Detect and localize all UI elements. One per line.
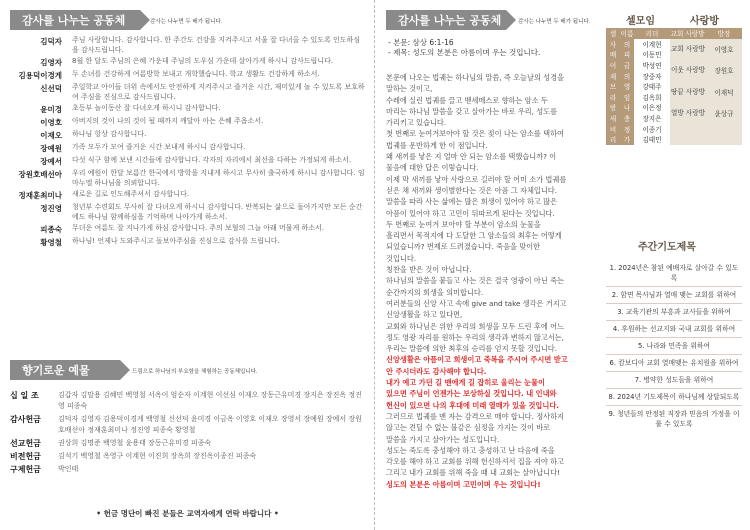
sermon-line: 첫 번째로 눈여겨보아야 할 것은 젖이 나는 암소를 택하여 [386, 129, 564, 139]
thanks-name: 김영자 [40, 58, 62, 67]
offering-label: 감사헌금 [10, 415, 41, 424]
cell-table-cell: 영 [620, 81, 634, 92]
thanks-name: 이영호 [40, 118, 62, 127]
offering-row [10, 438, 365, 449]
cell-table-cell: 비 [606, 123, 620, 134]
thanks-row [10, 36, 365, 55]
thanks-row [10, 143, 365, 154]
sermon-line: 법궤를 운반하게 한 이 점입니다. [386, 140, 488, 150]
sermon-line: 마리는 하나님 말씀을 갖고 살아가는 바로 우리, 성도를 [386, 106, 558, 116]
column-divider [374, 0, 375, 530]
sermon-line: 신앙생활을 하고 있다면, [386, 310, 463, 320]
thanks-banner [10, 10, 140, 30]
thanks-text: 하나님! 언제나 도와주시고 돌보아주심을 진심으로 감사를 드립니다. [72, 237, 280, 245]
thanks-row [10, 156, 365, 167]
sermon-line: 안 주시더라도 감사해야 합니다. [386, 366, 487, 376]
sermon-line: 두 번째로 눈여겨 보아야 할 부분이 암소의 눈물을 [386, 219, 541, 229]
thanks-row [10, 104, 365, 115]
sermon-line: 것입니다. [386, 253, 417, 263]
prayer-item: 8. 2024년 기도제목이 하나님께 상달되도록 [606, 389, 742, 406]
sarangbang-group: 땅끝 사랑방 [670, 81, 706, 102]
cell-table-cell: 나 [620, 102, 634, 113]
offering-label: 구제헌금 [10, 465, 41, 474]
sermon-line: 아픔이 있어야 하고 고민이 뒤따르게 된다는 것입니다. [386, 208, 555, 218]
sermon-line: 물음에 대한 답은 이렇습니다. [386, 163, 479, 173]
thanks-text: 8월 한 달도 주님의 은혜 가운데 주님의 도우심 가운데 살아가게 하시니 감사드립니다. [72, 57, 334, 65]
sermon-line: 왜 새끼를 낳은 지 얼마 안 되는 암소를 택했습니까? 이 [386, 152, 557, 162]
sermon-subject: - 제목: 성도의 본분은 아름이며 우는 것입니다. [388, 48, 541, 57]
sermon-line: 내가 예고 가던 길 맨에게 길 잡히로 울리는 눈물이 [386, 378, 545, 388]
offering-names: 김갑자 김말용 김혜민 백영철 서옥이 엄순자 이계현 이선심 이재오 장동근유미경 장지은 장진옥 정진영 피종숙 [58, 391, 362, 410]
cell-table-cell: 이 [606, 60, 620, 71]
thanks-name: 정진영 [40, 204, 62, 213]
cell-table-cell: 임 [620, 92, 634, 103]
sermon-passage: - 본문: 삼상 6:1-16 [388, 38, 454, 47]
thanks-text: 주님 사랑합니다. 감사합니다. 한 주간도 건강을 지켜주시고 서울 잘 다녀올 수 있도록 인도하심을 감사드립니다. [72, 36, 361, 54]
sermon-banner [386, 10, 506, 30]
sarangbang-leader: 이재덕 [706, 81, 742, 102]
sermon-line: 그러므로 법궤를 맨 자는 감격으로 매야 합니다. 정사하지 [386, 411, 564, 421]
cell-table-cell: 박성연 [642, 62, 662, 71]
cell-table-row [606, 39, 742, 50]
thanks-row [10, 83, 365, 102]
cell-table-cell: 가 [620, 134, 634, 145]
sermon-line: 되었습니까? 번제로 드려졌습니다. 죽음을 맞이한 [386, 242, 541, 252]
sarangbang-leader: 윤상규 [706, 102, 742, 123]
sermon-line: 이제 막 새끼를 낳아 사랑으로 길러야 할 어미 소가 법궤를 [386, 174, 567, 184]
cell-table-cell: 장지은 [642, 115, 662, 124]
offering-label: 비전헌금 [10, 452, 41, 461]
offering-label: 십 일 조 [10, 391, 39, 400]
cell-group-title: 셀모임 [626, 16, 655, 27]
prayer-list [606, 260, 742, 432]
sarangbang-leader: 이영호 [706, 39, 742, 60]
cell-table-cell: 의 [620, 39, 634, 50]
thanks-name: 황영철 [40, 238, 62, 247]
sarangbang-title: 사랑방 [690, 16, 719, 27]
offering-subtitle: 드림으로 하나님의 부요함을 체험하는 공동체입니다. [132, 369, 258, 375]
offering-row [10, 414, 365, 436]
cell-table-header: 방장 [706, 28, 742, 39]
sermon-line: 순간까지의 희생을 의미합니다. [386, 287, 484, 297]
cell-table-cell: 라 [606, 92, 620, 103]
sermon-line: 흘리면서 목적지에 다 도달한 그 암소들의 최후는 어떻게 [386, 231, 562, 241]
offering-banner [10, 360, 120, 380]
offering-names: 김석기 백영철 옥영구 이계현 이진희 장옥희 장진옥이종진 피종숙 [58, 452, 257, 460]
thanks-name: 김덕자 [40, 37, 62, 46]
sermon-body [386, 72, 602, 490]
sarangbang-group: 열방 사랑방 [670, 102, 706, 123]
sermon-line: 가리키고 있습니다. [386, 118, 447, 128]
offering-footer: • 헌금 명단이 빠진 분들은 교역자에게 연락 바랍니다 • [96, 509, 279, 518]
cell-table-cell: 이종기 [642, 125, 662, 134]
prayer-title: 주간기도제목 [638, 242, 696, 253]
sermon-line: 말씀을 따라 사는 삶에는 많은 희생이 있어야 하고 많은 [386, 197, 558, 207]
thanks-name: 피종숙 [40, 225, 62, 234]
thanks-row [10, 190, 365, 201]
prayer-item: 1. 2024년은 참된 예배자로 살아갈 수 있도록 [606, 260, 742, 287]
thanks-name: 정재훈최미나 [18, 191, 62, 200]
offering-row [10, 451, 365, 462]
sermon-line: 우리는 말씀에 의한 최후의 승리를 얻지 못할 것입니다. [386, 344, 558, 354]
thanks-name: 윤미경 [40, 105, 62, 114]
cell-table-cell: 김태민 [642, 136, 662, 145]
thanks-row [10, 130, 365, 141]
cell-table-row [606, 81, 742, 92]
sermon-line: 말씀을 가지고 살아가는 성도입니다. [386, 434, 500, 444]
offering-list [10, 390, 365, 477]
thanks-text: 아버지의 것이 나의 것이 될 때까지 깨달아 아는 은혜 주옵소서. [72, 117, 264, 125]
prayer-item: 2. 함면 목사님과 열매 맺는 교회를 위하여 [606, 287, 742, 304]
sarangbang-empty [670, 134, 742, 145]
thanks-text: 다섯 식구 함께 보낸 시간들에 감사합니다. 각자의 자리에서 최선을 다하는 가정되게 하소서. [72, 156, 352, 164]
offering-names: 권상희 김명준 백영철 윤용태 장동근유미경 피종숙 [58, 439, 212, 447]
sermon-line: 교회와 하나님은 위한 우리의 희생을 모두 드린 후에 어느 [386, 321, 564, 331]
sermon-line: 본문에 나오는 법궤는 하나님의 말씀, 즉 오늘날의 성경을 [386, 73, 564, 82]
sermon-title: 감사를 나누는 공동체 [398, 14, 502, 27]
cell-table-cell: 강태주 [642, 83, 662, 92]
cell-table-cell: 이동민 [642, 51, 662, 60]
sermon-line: 신앙생활은 아픔이고 희생이고 죽복을 주시어 주시면 받고 [386, 355, 568, 365]
sermon-line: 수레에 실린 법궤를 끌고 벧세메스로 향하는 암소 두 [386, 95, 548, 105]
thanks-name: 장원호배선아 [18, 170, 62, 179]
cell-group-table [606, 28, 742, 145]
prayer-item: 5. 나라와 민족을 위하여 [606, 338, 742, 355]
cell-table-cell: 리 [606, 134, 620, 145]
prayer-item: 9. 청년들의 안정된 직장과 믿음의 가정을 이룰 수 있도록 [608, 410, 740, 428]
offering-label: 선교헌금 [10, 439, 41, 448]
thanks-text: 무더운 여름도 잘 지나가게 하심 감사합니다. 주의 보혈의 그늘 아래 머물게 하소서. [72, 224, 325, 232]
thanks-name: 신선덕 [40, 84, 62, 93]
cell-table-cell: 새 [606, 113, 620, 124]
cell-table-header: 교회 [670, 28, 684, 39]
offering-row [10, 390, 365, 412]
sermon-line: 있으면 주님이 언젠가는 보상하실 것입니다. 내 인내와 [386, 389, 557, 399]
thanks-name: 이재오 [40, 131, 62, 140]
sermon-line: 정도 영광 자리를 원하는 우리의 생각과 변하지 않고서는, [386, 332, 564, 342]
cell-table-cell: 이계현 [642, 40, 662, 49]
thanks-text: 우리 예원이 한달 보름간 한국에서 방학을 지내게 하시고 무사히 출국하게 하시니 감사합니다. 임마누엘 하나님을 의뢰합니다. [72, 169, 365, 187]
offering-title: 향기로운 예물 [22, 364, 90, 377]
cell-table-header: 사랑방 [684, 28, 706, 39]
sermon-line: 헌신이 있으면 나의 후대에 미래 열매가 있을 것입니다. [386, 400, 559, 410]
sermon-line: 칭찬을 받은 것이 아닙니다. [386, 265, 472, 275]
cell-table-row [606, 123, 742, 134]
prayer-item: 6. 캄보디아 교회 열매맺는 유치원을 위하여 [606, 355, 742, 372]
sermon-line: 않고는 견딜 수 없는 불같은 심정을 가지는 것이 바로 [386, 423, 551, 433]
sermon-line: 말하는 것이고, [386, 84, 433, 94]
cell-table-cell: 충 [620, 113, 634, 124]
cell-table-cell: 김옥희 [642, 93, 662, 102]
prayer-item: 4. 후원하는 선교지와 국내 교회를 위하여 [606, 321, 742, 338]
thanks-name: 장예서 [40, 157, 62, 166]
sermon-line: 성도의 본분은 아름이며 고민이며 우는 것입니다! [386, 479, 541, 489]
sermon-line: 여러분들의 신앙 사고 속에 give and take 생각은 거지고 [386, 298, 567, 308]
cell-table-cell: 밤 [606, 102, 620, 113]
sarangbang-leader: 장원호 [706, 60, 742, 81]
cell-table-cell: 정 [620, 123, 634, 134]
sermon-line: 그리고 내가 교회를 위해 죽을 때 내 교회는 살아납니다! [386, 468, 560, 478]
sermon-line: 하나님의 말씀을 붙들고 사는 것은 결국 영광이 아닌 죽는 [386, 276, 564, 286]
thanks-list [10, 36, 365, 250]
cell-table-header: 셀 [606, 28, 620, 39]
thanks-text: 가족 모두가 모여 즐거운 시간 보내게 하시니 감사합니다. [72, 143, 246, 151]
prayer-item: 7. 병약한 성도들을 위하여 [606, 372, 742, 389]
thanks-text: 하나님 항상 감사합니다. [72, 130, 147, 138]
thanks-text: 주일학교 아이들 더위 속에서도 안전하게 지켜주시고 즐거운 시간, 재미있게 놀 수 있도록 보호하여 주심을 진심으로 감사드립니다. [72, 83, 365, 101]
thanks-row [10, 203, 365, 222]
sarangbang-empty [670, 123, 742, 134]
cell-table-cell: 브 [606, 81, 620, 92]
sarangbang-group: 이웃 사랑방 [670, 60, 706, 81]
prayer-item: 3. 교육기관의 부흥과 교사들을 위하여 [606, 304, 742, 321]
thanks-title: 감사를 나누는 공동체 [22, 14, 126, 27]
cell-table-cell: 의 [620, 70, 634, 81]
cell-table-row [606, 102, 742, 113]
thanks-row [10, 57, 365, 68]
sermon-line: 각오를 해야 하고 교회를 위해 헌신하셔서 집을 져야 하고 [386, 457, 564, 467]
thanks-row [10, 117, 365, 128]
thanks-text: 새로운 길로 인도해주셔서 감사합니다. [72, 190, 190, 198]
offering-row [10, 464, 365, 475]
cell-table-header: 이름 [620, 28, 634, 39]
sermon-info [388, 38, 598, 58]
sermon-line: 싣은 채 새끼와 생이별한다는 것은 아픔 그 자체입니다. [386, 185, 558, 195]
thanks-name: 장예원 [40, 144, 62, 153]
cell-table-cell: 사 [606, 39, 620, 50]
thanks-row [10, 169, 365, 188]
cell-table-row [606, 60, 742, 71]
cell-table-cell: 장중자 [642, 72, 662, 81]
thanks-name: 김용덕이경게 [18, 71, 62, 80]
cell-table-cell: 금 [620, 60, 634, 71]
cell-table-cell: 제 [606, 70, 620, 81]
cell-table-cell: 피 [620, 49, 634, 60]
offering-names: 박인태 [58, 465, 79, 473]
offering-names: 김덕자 김영자 김용덕이경게 백영철 신선덕 윤미경 이금옥 이영호 이재오 장영서 장예원 장예서 장원호배선아 정재훈최미나 정진영 피종숙 황영철 [58, 415, 362, 434]
thanks-row [10, 237, 365, 248]
cell-table-cell: 이은정 [642, 104, 662, 113]
thanks-text: 초등부 놀이동산 잘 다녀오게 하시니 감사합니다. [72, 104, 221, 112]
thanks-text: 청년부 수련회도 무사히 잘 다녀오게 하시니 감사합니다. 반복되는 삶으로 돌아가지만 모든 순간에도 하나님 함께하심을 기억하며 나아가게 하소서. [72, 203, 363, 221]
thanks-row [10, 224, 365, 235]
sermon-line: 성도는 죽도록 충성해야 하고 충성하고 난 다음에 죽을 [386, 445, 555, 455]
thanks-text: 두 손녀를 건강하게 여름방학 보내고 개학했습니다. 학교 생활도 건강하게 하소서. [72, 70, 320, 78]
thanks-subtitle: 감사는 나누면 두 배가 됩니다. [150, 19, 223, 25]
cell-table-header: 리더 [634, 28, 670, 39]
cell-table-row [606, 134, 742, 145]
cell-table-cell: 배 [606, 49, 620, 60]
thanks-row [10, 70, 365, 81]
sermon-subtitle: 감사는 나누면 두 배가 됩니다. [518, 19, 591, 25]
sarangbang-group: 교회 사랑방 [670, 39, 706, 60]
